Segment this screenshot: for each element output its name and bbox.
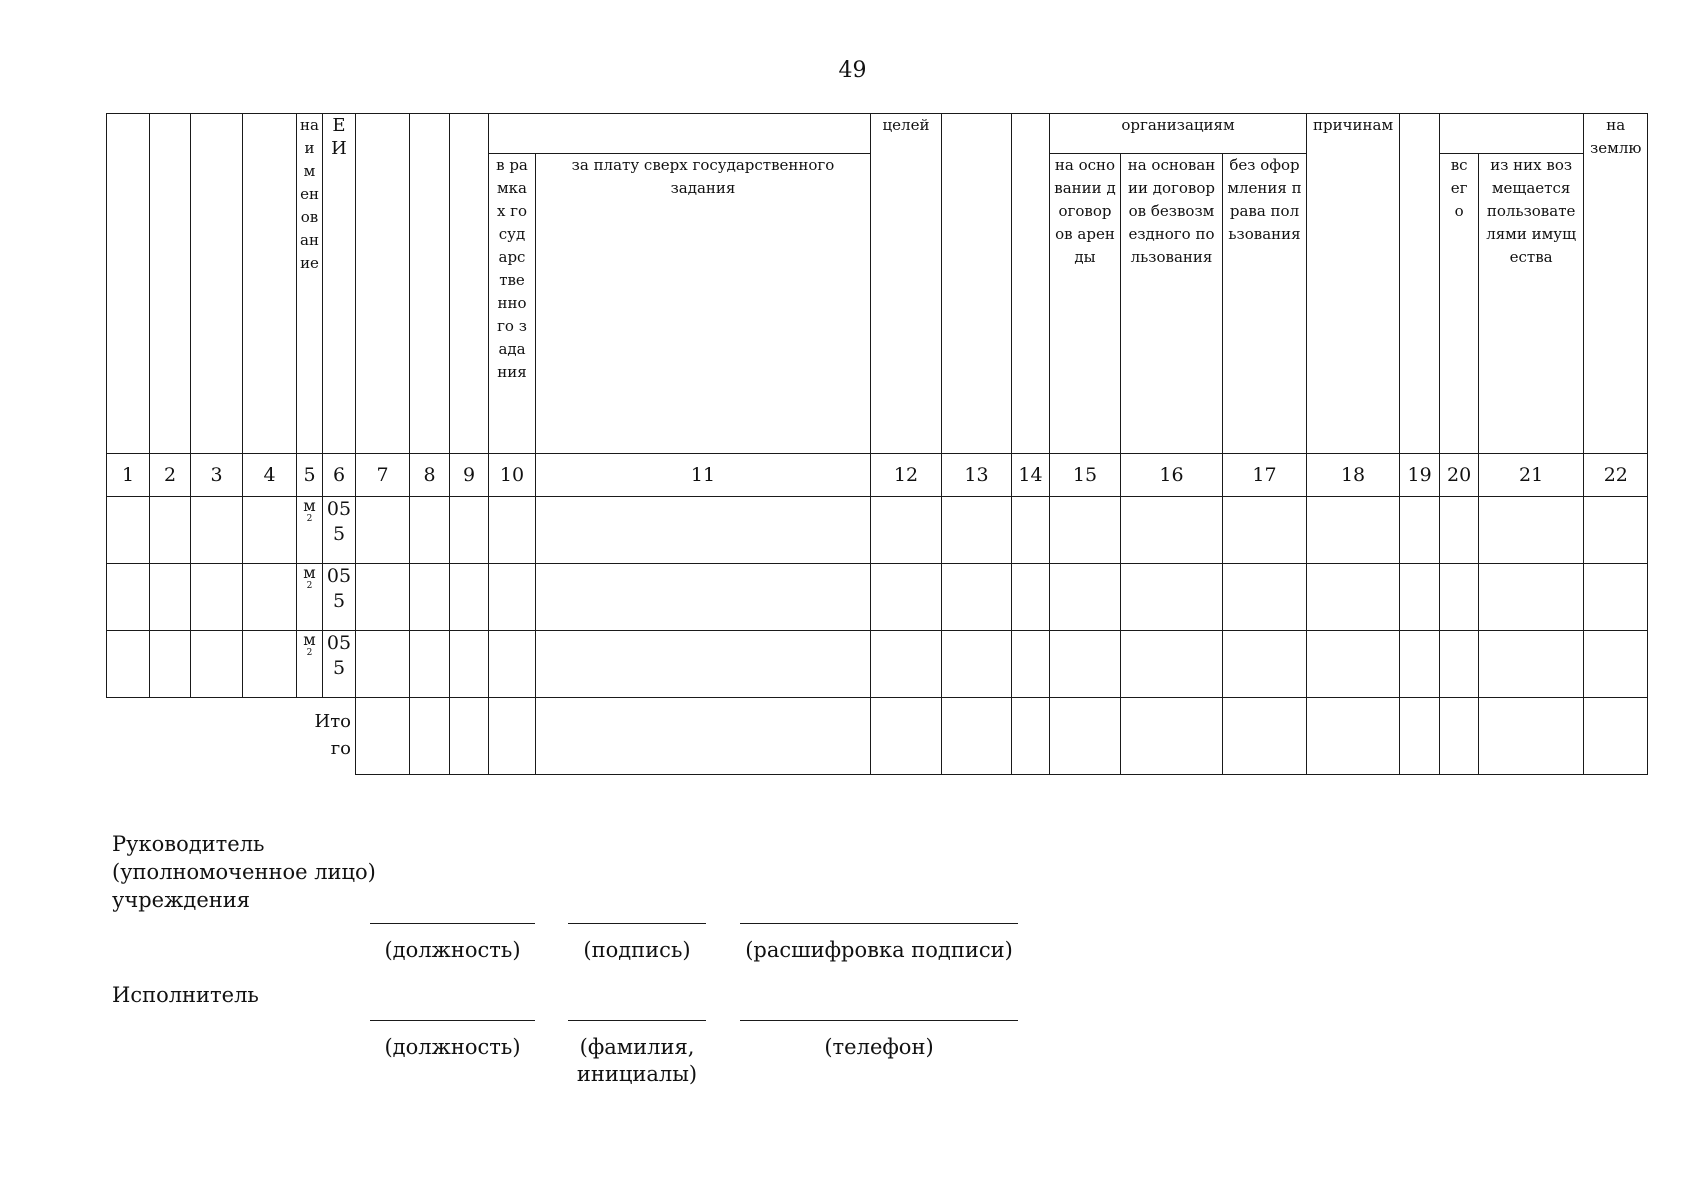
header-col-10-11-group (489, 114, 871, 154)
cell (1400, 631, 1440, 698)
exec-phone-line (740, 1020, 1018, 1021)
column-number: 14 (1012, 454, 1050, 497)
cell (1050, 631, 1121, 698)
cell (356, 564, 410, 631)
cell (150, 564, 191, 631)
table-row (107, 631, 1648, 698)
cell (1479, 497, 1584, 564)
exec-position-line (370, 1020, 535, 1021)
cell (191, 564, 243, 631)
header-col-20: всего (1440, 154, 1479, 454)
cell (410, 564, 450, 631)
cell (107, 497, 150, 564)
cell (536, 631, 871, 698)
cell (1121, 564, 1223, 631)
head-label-line-3: учреждения (112, 888, 251, 912)
code-cell: 055 (323, 564, 356, 631)
cell (871, 698, 942, 775)
cell (450, 698, 489, 775)
cell (1584, 564, 1648, 631)
cell (489, 564, 536, 631)
exec-caption-name-line-1: (фамилия, (579, 1035, 695, 1059)
column-number: 12 (871, 454, 942, 497)
unit-cell (297, 564, 323, 631)
header-col-10: в рамках государственного задания (489, 154, 536, 454)
cell (1400, 564, 1440, 631)
column-number: 8 (410, 454, 450, 497)
cell (1440, 698, 1479, 775)
column-number: 19 (1400, 454, 1440, 497)
column-number: 21 (1479, 454, 1584, 497)
header-col-19 (1400, 114, 1440, 454)
code-cell: 055 (323, 497, 356, 564)
executor-label: Исполнитель (112, 983, 259, 1007)
cell (1121, 631, 1223, 698)
cell (1440, 631, 1479, 698)
column-number: 5 (297, 454, 323, 497)
header-col-11: за плату сверх государственного задания (536, 154, 871, 454)
cell (1307, 564, 1400, 631)
cell (871, 497, 942, 564)
cell (1307, 698, 1400, 775)
cell (1479, 698, 1584, 775)
cell (243, 497, 297, 564)
cell (410, 698, 450, 775)
table-row (107, 564, 1648, 631)
cell (871, 631, 942, 698)
head-caption-signature: (подпись) (583, 938, 691, 962)
head-caption-decoding: (расшифровка подписи) (745, 938, 1013, 962)
header-col-1 (107, 114, 150, 454)
column-number: 18 (1307, 454, 1400, 497)
head-signature-line (568, 923, 706, 924)
cell (150, 631, 191, 698)
code-cell: 055 (323, 631, 356, 698)
cell (450, 497, 489, 564)
head-caption-position: (должность) (384, 938, 521, 962)
column-number: 10 (489, 454, 536, 497)
page-number: 49 (838, 58, 867, 83)
column-number: 16 (1121, 454, 1223, 497)
cell (1050, 698, 1121, 775)
cell (489, 698, 536, 775)
unit-text: м (303, 563, 316, 582)
cell (1121, 698, 1223, 775)
cell (150, 497, 191, 564)
column-number: 15 (1050, 454, 1121, 497)
total-label: Итого (107, 698, 356, 775)
column-number: 9 (450, 454, 489, 497)
cell (450, 564, 489, 631)
unit-cell (297, 631, 323, 698)
column-number: 6 (323, 454, 356, 497)
cell (942, 497, 1012, 564)
table-row (107, 497, 1648, 564)
header-col-6: ЕИ (323, 114, 356, 454)
head-signature-label (112, 830, 376, 914)
cell (871, 564, 942, 631)
unit-text: м (303, 496, 316, 515)
cell (1050, 497, 1121, 564)
column-number: 4 (243, 454, 297, 497)
cell (1012, 497, 1050, 564)
header-col-4 (243, 114, 297, 454)
cell (107, 564, 150, 631)
cell (1400, 497, 1440, 564)
cell (1440, 564, 1479, 631)
cell (536, 564, 871, 631)
cell (450, 631, 489, 698)
cell (536, 698, 871, 775)
header-col-15-17-group: организациям (1050, 114, 1307, 154)
cell (243, 564, 297, 631)
cell (1223, 631, 1307, 698)
cell (942, 631, 1012, 698)
header-col-20-21-group (1440, 114, 1584, 154)
header-col-18: причинам (1307, 114, 1400, 454)
cell (1223, 564, 1307, 631)
cell (1584, 631, 1648, 698)
cell (942, 698, 1012, 775)
column-number: 11 (536, 454, 871, 497)
column-number: 13 (942, 454, 1012, 497)
cell (1307, 631, 1400, 698)
cell (1223, 698, 1307, 775)
exec-caption-phone: (телефон) (824, 1035, 934, 1059)
cell (107, 631, 150, 698)
header-col-22: на землю (1584, 114, 1648, 454)
unit-superscript: 2 (306, 648, 313, 658)
header-col-12: целей (871, 114, 942, 454)
header-col-3 (191, 114, 243, 454)
header-col-16: на основании договоров безвозмездного пользования (1121, 154, 1223, 454)
unit-cell (297, 497, 323, 564)
header-col-13 (942, 114, 1012, 454)
exec-caption-position: (должность) (384, 1035, 521, 1059)
column-number: 1 (107, 454, 150, 497)
cell (1307, 497, 1400, 564)
header-col-21: из них возмещается пользователями имущества (1479, 154, 1584, 454)
header-col-7 (356, 114, 410, 454)
cell (536, 497, 871, 564)
head-decoding-line (740, 923, 1018, 924)
cell (1223, 497, 1307, 564)
exec-caption-name (560, 1034, 714, 1088)
head-label-line-1: Руководитель (112, 832, 265, 856)
exec-caption-name-line-2: инициалы) (576, 1062, 698, 1086)
column-number: 3 (191, 454, 243, 497)
unit-superscript: 2 (306, 514, 313, 524)
cell (1012, 631, 1050, 698)
cell (942, 564, 1012, 631)
cell (356, 631, 410, 698)
header-col-5: наименование (297, 114, 323, 454)
column-number: 7 (356, 454, 410, 497)
exec-name-line (568, 1020, 706, 1021)
cell (1121, 497, 1223, 564)
cell (191, 497, 243, 564)
unit-text: м (303, 630, 316, 649)
header-col-2 (150, 114, 191, 454)
column-number: 20 (1440, 454, 1479, 497)
header-col-8 (410, 114, 450, 454)
cell (410, 497, 450, 564)
cell (1479, 631, 1584, 698)
head-position-line (370, 923, 535, 924)
header-col-14 (1012, 114, 1050, 454)
column-number-row (107, 454, 1648, 497)
cell (356, 698, 410, 775)
head-label-line-2: (уполномоченное лицо) (112, 860, 376, 884)
header-col-9 (450, 114, 489, 454)
cell (1400, 698, 1440, 775)
cell (1012, 698, 1050, 775)
cell (243, 631, 297, 698)
report-table (106, 113, 1648, 775)
cell (1012, 564, 1050, 631)
header-col-17: без оформления права пользования (1223, 154, 1307, 454)
cell (1050, 564, 1121, 631)
header-col-15: на основании договоров аренды (1050, 154, 1121, 454)
cell (356, 497, 410, 564)
cell (1584, 497, 1648, 564)
column-number: 2 (150, 454, 191, 497)
total-row (107, 698, 1648, 775)
cell (410, 631, 450, 698)
column-number: 17 (1223, 454, 1307, 497)
cell (489, 631, 536, 698)
cell (1479, 564, 1584, 631)
unit-superscript: 2 (306, 581, 313, 591)
cell (489, 497, 536, 564)
cell (1584, 698, 1648, 775)
column-number: 22 (1584, 454, 1648, 497)
cell (191, 631, 243, 698)
cell (1440, 497, 1479, 564)
